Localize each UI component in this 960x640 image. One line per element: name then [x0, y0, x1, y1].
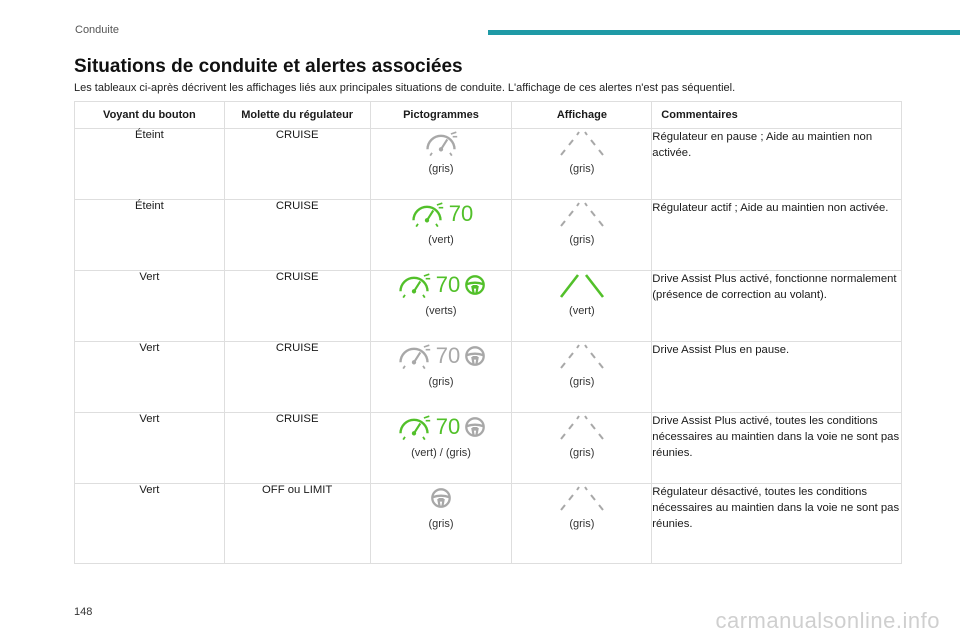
- table-row: [75, 413, 902, 484]
- table-row: [75, 271, 902, 342]
- picto-cell: [370, 484, 512, 564]
- display-label: (gris): [569, 234, 595, 246]
- voyant-cell: Vert: [75, 342, 225, 413]
- picto-label: (gris): [428, 518, 454, 530]
- steering-wheel-icon: [464, 274, 486, 296]
- cruise-gauge-icon: [396, 413, 432, 441]
- voyant-cell: Vert: [75, 484, 225, 564]
- col-header-voyant: Voyant du bouton: [75, 102, 225, 129]
- cruise-gauge-icon: [423, 129, 459, 157]
- page-title: Situations de conduite et alertes associées: [74, 56, 463, 77]
- col-header-pictogrammes: Pictogrammes: [370, 102, 512, 129]
- col-header-molette: Molette du régulateur: [224, 102, 370, 129]
- display-label: (gris): [569, 447, 595, 459]
- molette-cell: OFF ou LIMIT: [224, 484, 370, 564]
- picto-label: (vert) / (gris): [411, 447, 471, 459]
- picto-cell: [370, 271, 512, 342]
- display-label: (vert): [569, 305, 595, 317]
- voyant-cell: Éteint: [75, 200, 225, 271]
- display-label: (gris): [569, 163, 595, 175]
- table-row: [75, 200, 902, 271]
- steering-wheel-icon: [430, 487, 452, 509]
- display-cell: [512, 484, 652, 564]
- display-cell: [512, 413, 652, 484]
- comment-cell: Drive Assist Plus activé, toutes les conditions nécessaires au maintien dans la voie ne sont pas réunies.: [652, 413, 902, 484]
- voyant-cell: Éteint: [75, 129, 225, 200]
- display-cell: [512, 271, 652, 342]
- comment-cell: Drive Assist Plus en pause.: [652, 342, 902, 413]
- comment-cell: Régulateur en pause ; Aide au maintien non activée.: [652, 129, 902, 200]
- table-row: [75, 484, 902, 564]
- lane-lines-icon: [547, 484, 617, 514]
- intro-text: Les tableaux ci-après décrivent les affichages liés aux principales situations de conduite. L'affichage de ces alertes n'est pas séquentiel.: [74, 82, 736, 94]
- display-cell: [512, 129, 652, 200]
- picto-label: (gris): [428, 163, 454, 175]
- speed-value: 70: [435, 414, 461, 439]
- speed-value: 70: [448, 201, 474, 226]
- col-header-commentaires: Commentaires: [652, 102, 902, 129]
- molette-cell: CRUISE: [224, 342, 370, 413]
- display-cell: [512, 342, 652, 413]
- picto-cell: [370, 342, 512, 413]
- molette-cell: CRUISE: [224, 271, 370, 342]
- picto-cell: [370, 129, 512, 200]
- lane-lines-icon: [547, 413, 617, 443]
- cruise-gauge-icon: [396, 342, 432, 370]
- picto-cell: [370, 413, 512, 484]
- molette-cell: CRUISE: [224, 129, 370, 200]
- comment-cell: Régulateur actif ; Aide au maintien non activée.: [652, 200, 902, 271]
- table-row: [75, 129, 902, 200]
- display-label: (gris): [569, 376, 595, 388]
- display-label: (gris): [569, 518, 595, 530]
- watermark: carmanualsonline.info: [715, 608, 940, 633]
- page-number: 148: [74, 606, 93, 618]
- voyant-cell: Vert: [75, 413, 225, 484]
- cruise-gauge-icon: [409, 200, 445, 228]
- voyant-cell: Vert: [75, 271, 225, 342]
- cruise-gauge-icon: [396, 271, 432, 299]
- section-label: Conduite: [75, 24, 120, 36]
- picto-label: (gris): [428, 376, 454, 388]
- alerts-table: [74, 101, 902, 564]
- speed-value: 70: [435, 343, 461, 368]
- molette-cell: CRUISE: [224, 200, 370, 271]
- picto-label: (verts): [425, 305, 457, 317]
- steering-wheel-icon: [464, 345, 486, 367]
- molette-cell: CRUISE: [224, 413, 370, 484]
- table-row: [75, 342, 902, 413]
- table-header-row: [75, 102, 902, 129]
- display-cell: [512, 200, 652, 271]
- col-header-affichage: Affichage: [512, 102, 652, 129]
- picto-cell: [370, 200, 512, 271]
- steering-wheel-icon: [464, 416, 486, 438]
- comment-cell: Régulateur désactivé, toutes les conditions nécessaires au maintien dans la voie ne sont pas réunies.: [652, 484, 902, 564]
- lane-lines-icon: [547, 200, 617, 230]
- speed-value: 70: [435, 272, 461, 297]
- picto-label: (vert): [428, 234, 454, 246]
- section-accent-bar: [488, 30, 960, 35]
- lane-lines-icon: [547, 271, 617, 301]
- lane-lines-icon: [547, 342, 617, 372]
- comment-cell: Drive Assist Plus activé, fonctionne normalement (présence de correction au volant).: [652, 271, 902, 342]
- lane-lines-icon: [547, 129, 617, 159]
